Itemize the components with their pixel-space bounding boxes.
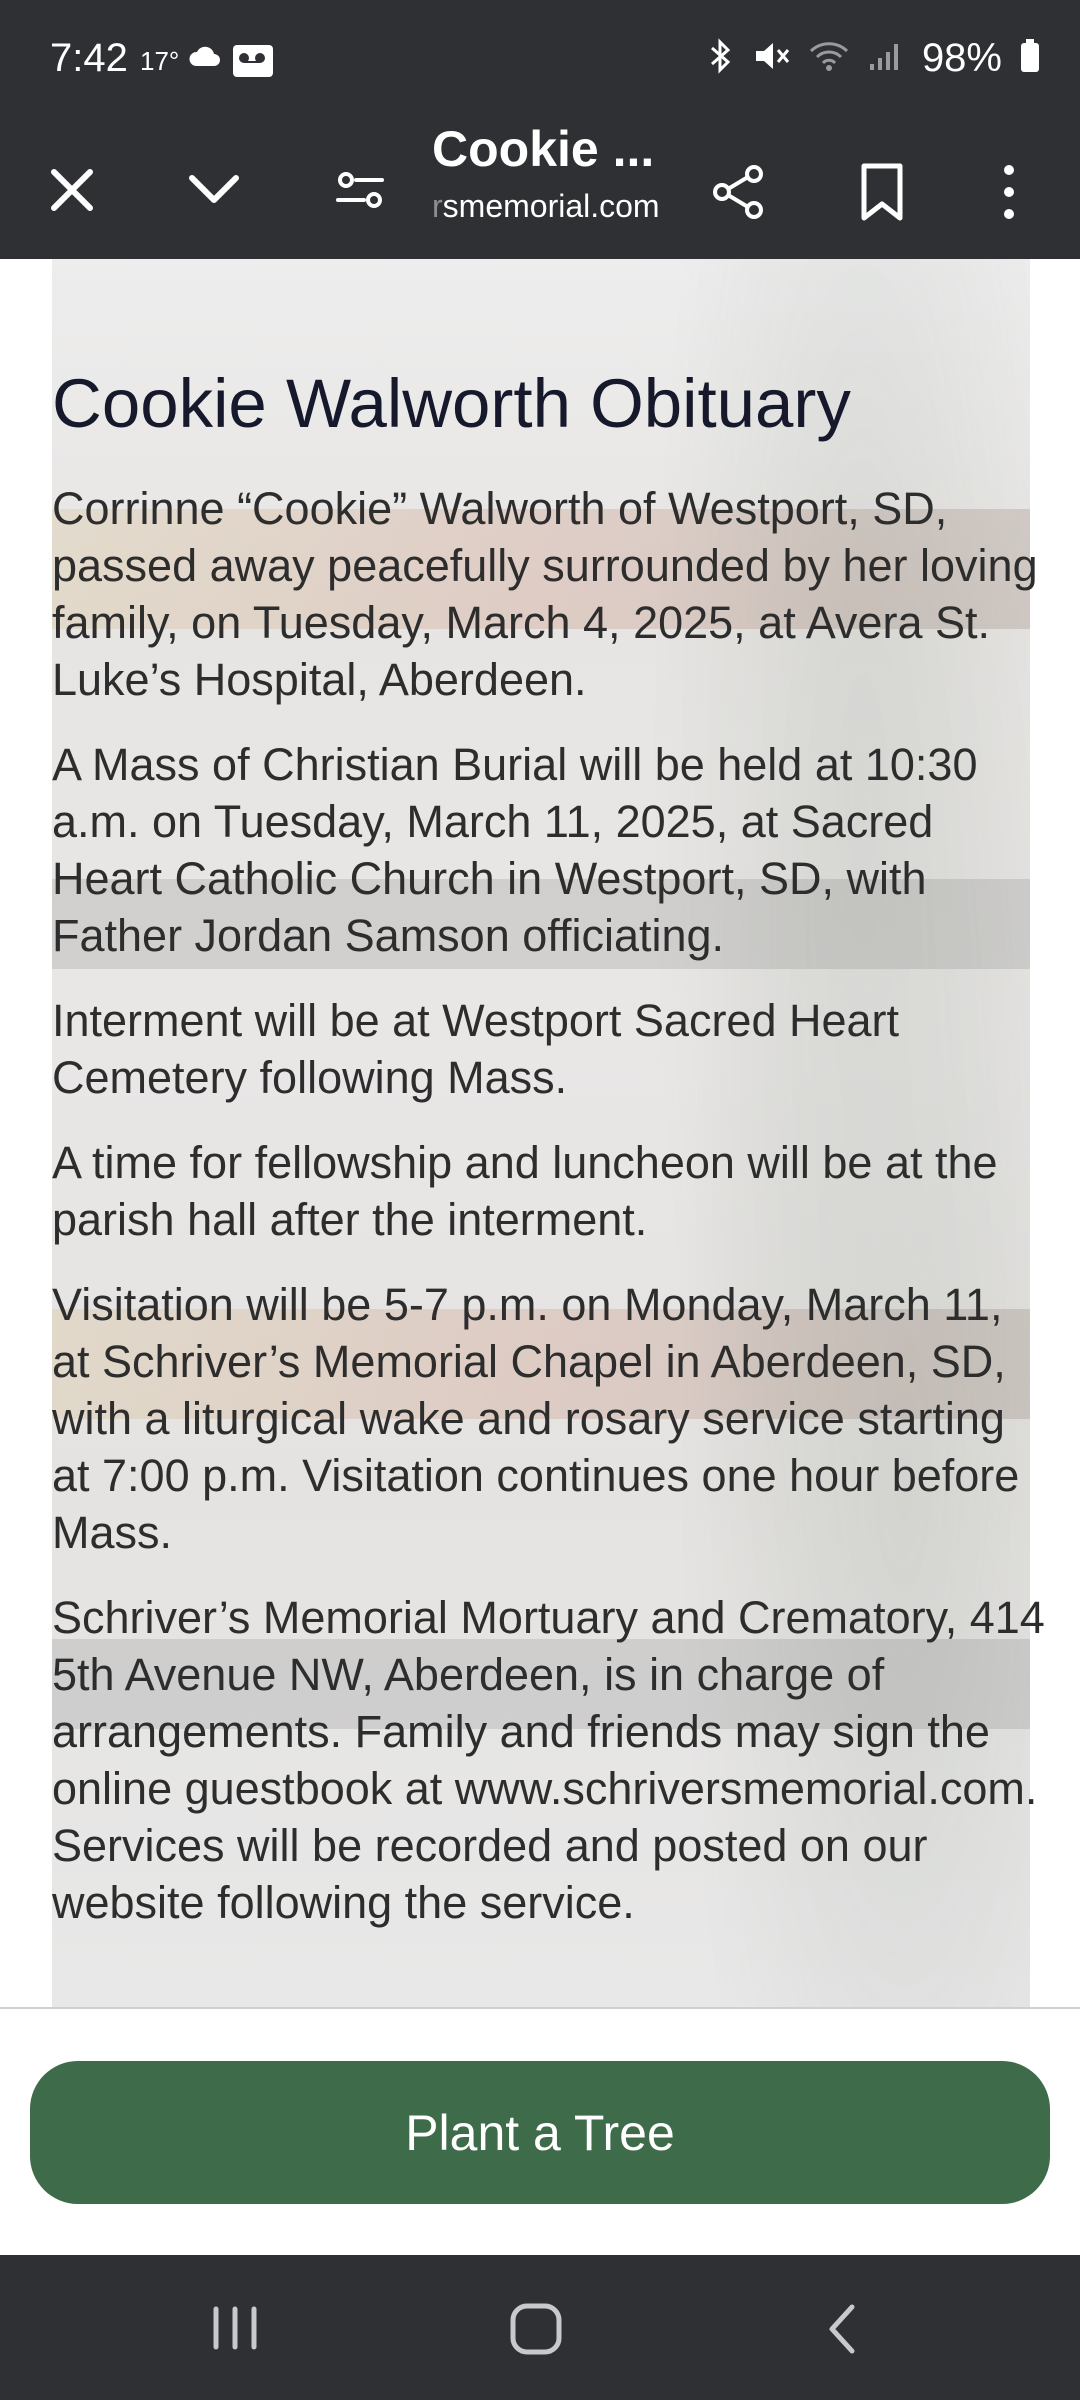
obituary-paragraph: A Mass of Christian Burial will be held at 10:30 a.m. on Tuesday, March 11, 2025, at Sacred Heart Catholic Church in Westport, SD, with Father Jordan Samson officiating. bbox=[52, 739, 978, 961]
custom-tab-toolbar bbox=[0, 122, 1080, 259]
obituary-article bbox=[52, 364, 1052, 1959]
obituary-paragraph: A time for fellowship and luncheon will be at the parish hall after the interment. bbox=[52, 1137, 998, 1245]
system-nav-bar bbox=[0, 2255, 1080, 2400]
wifi-icon bbox=[808, 39, 850, 78]
tab-title[interactable]: Cookie ... bbox=[432, 121, 655, 177]
status-temperature: 17° bbox=[140, 46, 180, 76]
obituary-paragraph: Visitation will be 5-7 p.m. on Monday, March 11, at Schriver’s Memorial Chapel in Aberdeen, SD, with a liturgical wake and rosary service starting at 7:00 p.m. Visitation continues one hour before Mass. bbox=[52, 1279, 1020, 1558]
home-icon[interactable] bbox=[508, 2301, 564, 2362]
status-right-cluster bbox=[706, 36, 1040, 81]
obituary-paragraph: Corrinne “Cookie” Walworth of Westport, SD, passed away peacefully surrounded by her loving family, on Tuesday, March 4, 2025, at Avera St. Luke’s Hospital, Aberdeen. bbox=[52, 483, 1038, 705]
battery-percent: 98% bbox=[921, 36, 1002, 80]
bluetooth-icon bbox=[706, 38, 734, 79]
cloud-icon bbox=[188, 44, 222, 75]
page-content bbox=[0, 259, 1080, 2007]
cta-bar bbox=[0, 2009, 1080, 2255]
plant-a-tree-button[interactable]: Plant a Tree bbox=[30, 2061, 1050, 2204]
status-time: 7:42 bbox=[50, 36, 128, 80]
page-info-icon[interactable] bbox=[332, 162, 388, 223]
obituary-paragraph: Schriver’s Memorial Mortuary and Crematory, 414 5th Avenue NW, Aberdeen, is in charge of arrangements. Family and friends may sign the online guestbook at www.schriversmemorial.com. Services will be recorded and posted on our website following the service. bbox=[52, 1592, 1045, 1928]
page-title: Cookie Walworth Obituary bbox=[52, 365, 851, 442]
tab-url[interactable] bbox=[432, 188, 660, 225]
status-bar bbox=[0, 0, 1080, 122]
close-icon[interactable] bbox=[44, 162, 100, 223]
obituary-paragraph: Interment will be at Westport Sacred Heart Cemetery following Mass. bbox=[52, 995, 900, 1103]
url-prefix: r bbox=[432, 188, 443, 224]
url-domain: smemorial.com bbox=[442, 188, 660, 224]
chevron-down-icon[interactable] bbox=[186, 162, 242, 223]
mute-icon bbox=[752, 39, 790, 78]
recent-apps-icon[interactable] bbox=[208, 2301, 262, 2360]
bookmark-icon[interactable] bbox=[856, 162, 908, 227]
back-icon[interactable] bbox=[820, 2301, 864, 2362]
battery-icon bbox=[1020, 39, 1040, 78]
signal-icon bbox=[868, 40, 904, 77]
more-options-icon[interactable] bbox=[994, 162, 1024, 227]
voicemail-icon bbox=[232, 44, 276, 83]
share-icon[interactable] bbox=[708, 162, 768, 227]
